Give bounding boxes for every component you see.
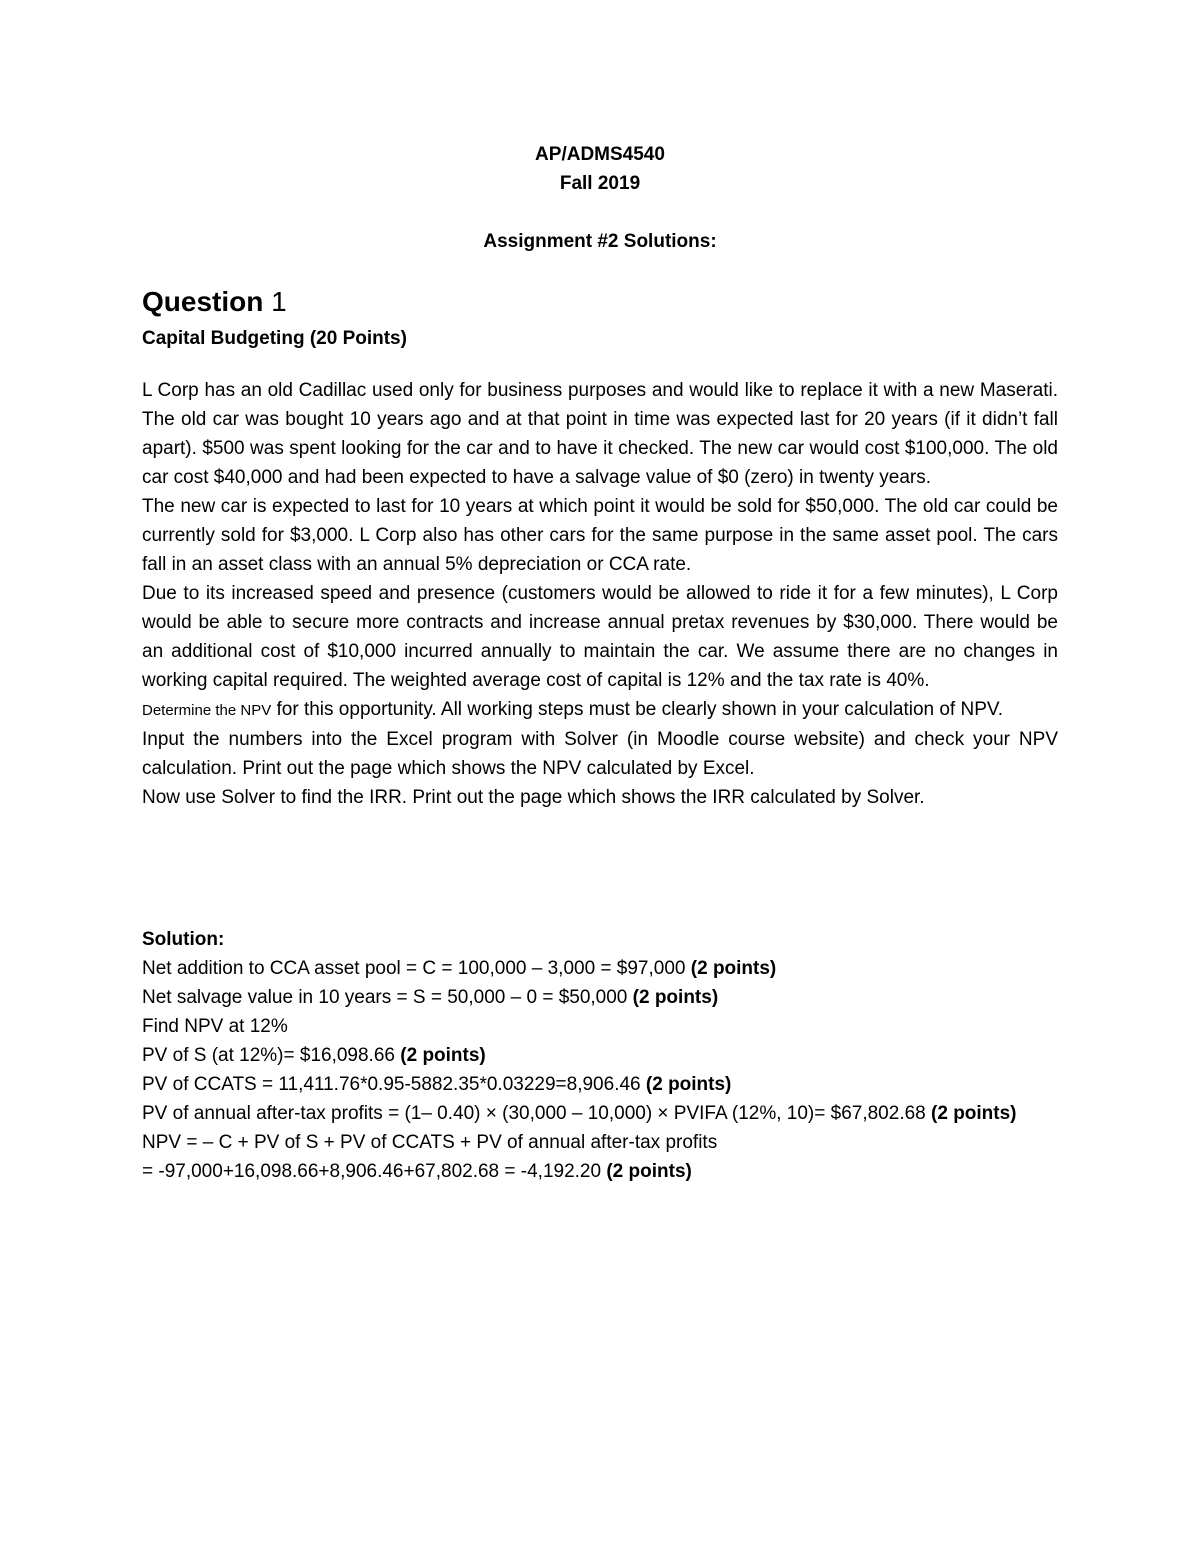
term: Fall 2019 — [559, 173, 641, 194]
solution-line-8-text: = -97,000+16,098.66+8,906.46+67,802.68 = -4,192.20 — [142, 1161, 607, 1182]
points-label: (2 points) — [606, 1161, 692, 1182]
question-number: 1 — [271, 286, 287, 317]
solution-line-2-text: Net salvage value in 10 years = S = 50,000 – 0 = $50,000 — [142, 987, 633, 1008]
points-label: (2 points) — [645, 1074, 732, 1095]
points-label: (2 points) — [632, 987, 719, 1008]
question-word: Question — [142, 286, 264, 317]
solution-line-4-text: PV of S (at 12%)= $16,098.66 — [142, 1045, 401, 1066]
solution-line-1-text: Net addition to CCA asset pool = C = 100,000 – 3,000 = $97,000 — [142, 958, 691, 979]
solution-line-4 — [142, 1041, 1058, 1070]
paragraph-6: Now use Solver to find the IRR. Print out the page which shows the IRR calculated by Solver. — [142, 787, 925, 808]
question-subtitle: Capital Budgeting (20 Points) — [142, 328, 407, 349]
solution-line-1 — [142, 954, 1058, 983]
paragraph-1: L Corp has an old Cadillac used only for business purposes and would like to replace it with a new Maserati. The old car was bought 10 years ago and at that point in time was expected last for 20 years (if it didn’t fall apart). $500 was spent looking for the car and to have it checked. The new car would cost $100,000. The old car cost $40,000 and had been expected to have a salvage value of $0 (zero) in twenty years. — [142, 380, 1058, 488]
paragraph-5: Input the numbers into the Excel program with Solver (in Moodle course website) and check your NPV calculation. Print out the page which shows the NPV calculated by Excel. — [142, 729, 1058, 779]
question-body — [142, 376, 1058, 812]
question-heading — [142, 286, 287, 318]
paragraph-3: Due to its increased speed and presence (customers would be allowed to ride it for a few minutes), L Corp would be able to secure more contracts and increase annual pretax revenues by $30,000. There would be an additional cost of $10,000 incurred annually to maintain the car. We assume there are no changes in working capital required. The weighted average cost of capital is 12% and the tax rate is 40%. — [142, 583, 1058, 691]
paragraph-2: The new car is expected to last for 10 years at which point it would be sold for $50,000. The old car could be currently sold for $3,000. L Corp also has other cars for the same purpose in the same asset pool. The cars fall in an asset class with an annual 5% depreciation or CCA rate. — [142, 496, 1058, 575]
paragraph-4-lead: Determine the NPV — [142, 702, 272, 719]
points-label: (2 points) — [400, 1045, 486, 1066]
solution-line-6 — [142, 1099, 1058, 1128]
points-label: (2 points) — [931, 1103, 1017, 1124]
solution-title: Solution: — [142, 929, 225, 950]
solution-section — [142, 925, 1058, 1186]
solution-line-2 — [142, 983, 1058, 1012]
solution-line-5 — [142, 1070, 1058, 1099]
paragraph-4-rest: for this opportunity. All working steps must be clearly shown in your calculation of NPV. — [271, 699, 1004, 720]
assignment-title: Assignment #2 Solutions: — [483, 231, 717, 252]
points-label: (2 points) — [690, 958, 777, 979]
solution-line-8 — [142, 1157, 1058, 1186]
solution-line-6-text: PV of annual after-tax profits = (1– 0.40) × (30,000 – 10,000) × PVIFA (12%, 10)= $67,802.68 — [142, 1103, 932, 1124]
solution-line-5-text: PV of CCATS = 11,411.76*0.95-5882.35*0.03229=8,906.46 — [142, 1074, 646, 1095]
solution-line-7: NPV = – C + PV of S + PV of CCATS + PV of annual after-tax profits — [142, 1132, 718, 1153]
paragraph-4 — [142, 695, 1058, 725]
solution-line-3: Find NPV at 12% — [142, 1016, 288, 1037]
course-code: AP/ADMS4540 — [535, 144, 665, 165]
